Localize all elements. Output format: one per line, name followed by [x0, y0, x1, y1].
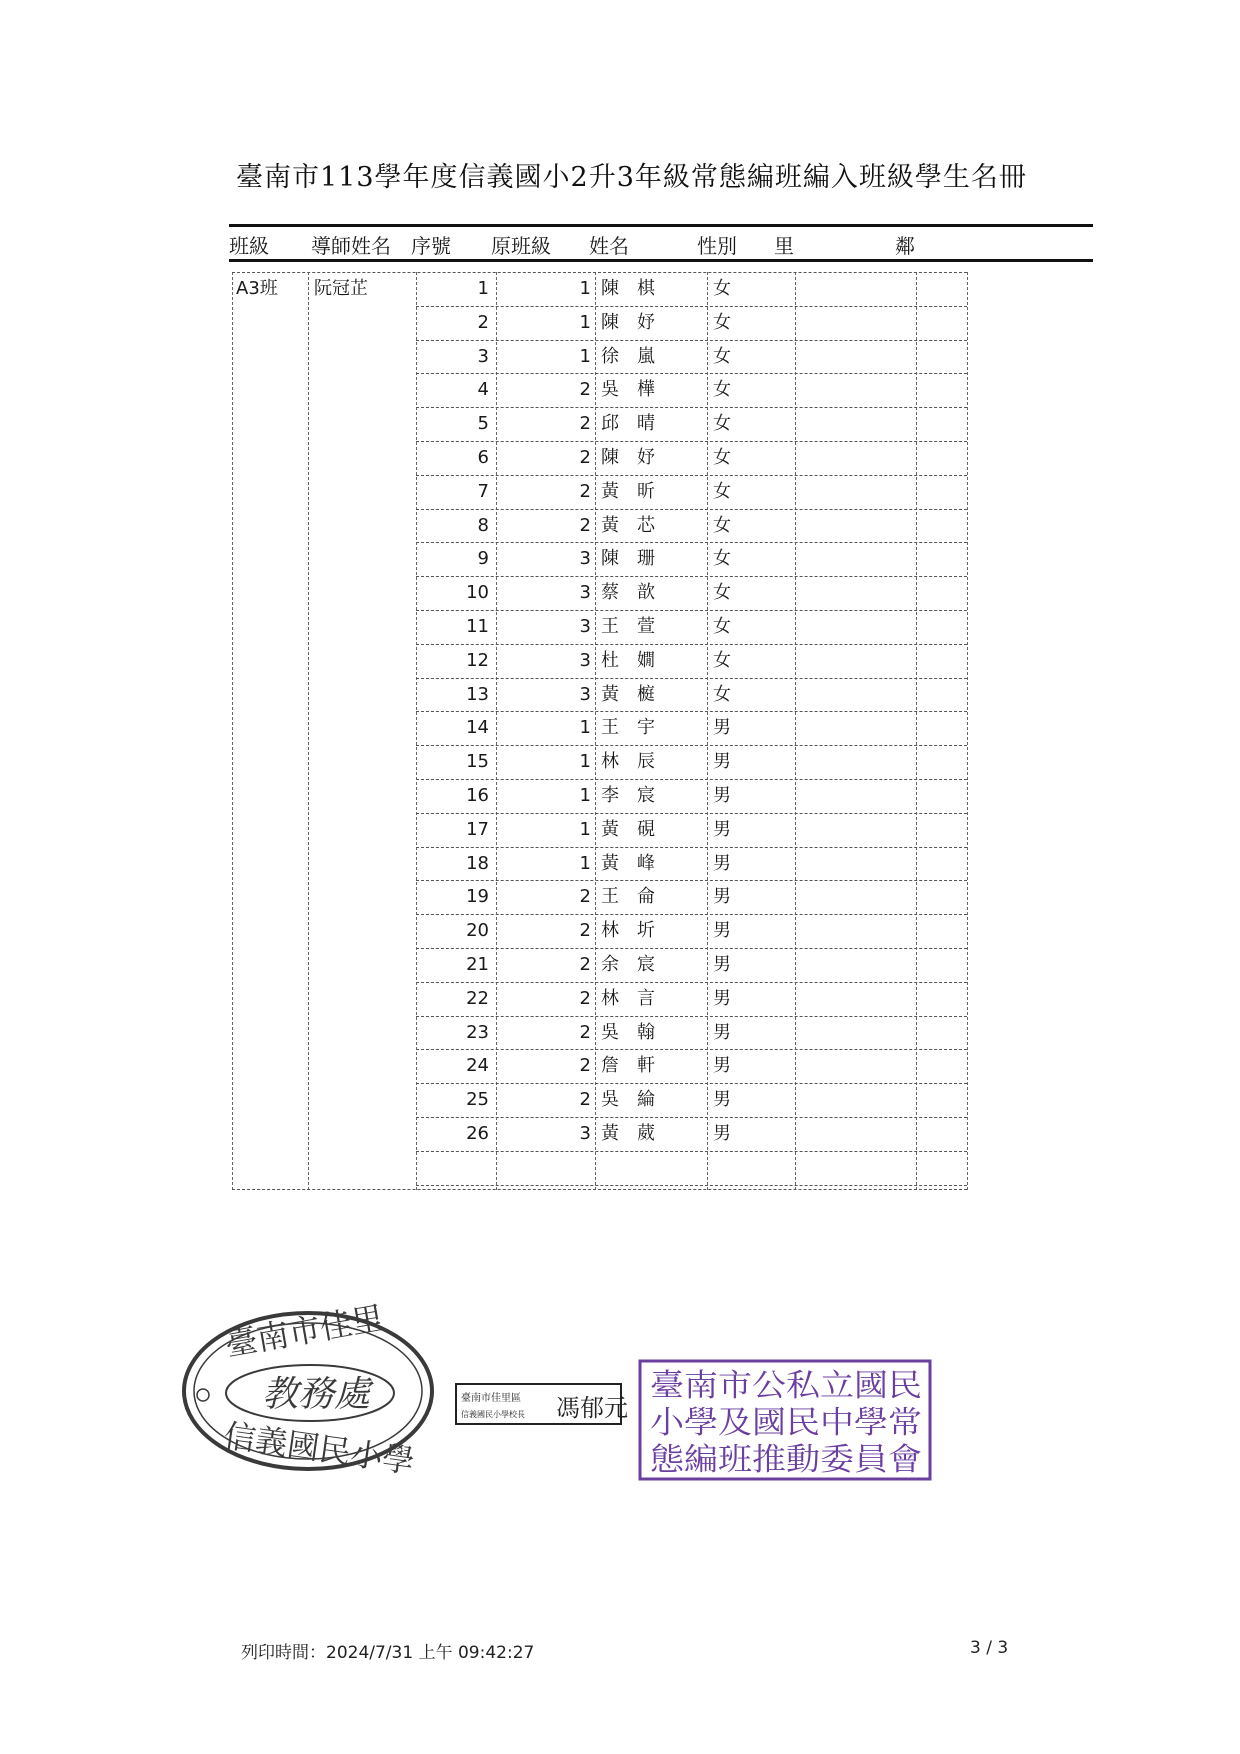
row-orig-class: 2	[579, 1055, 591, 1077]
row-name-surname: 黃	[601, 480, 619, 502]
row-name-given: 珊	[637, 548, 655, 570]
row-seq: 17	[466, 818, 489, 840]
row-name-given: 軒	[637, 1055, 655, 1077]
row-orig-class: 1	[579, 717, 591, 739]
row-name-surname: 陳	[601, 278, 619, 299]
row-gender: 女	[713, 345, 731, 367]
row-name-surname: 黃	[601, 514, 619, 536]
row-gender: 男	[713, 954, 731, 975]
row-name-given: 言	[637, 987, 655, 1009]
row-name-given: 樺	[637, 379, 655, 401]
row-name-surname: 吳	[601, 1089, 619, 1111]
row-seq: 2	[477, 311, 489, 333]
committee-stamp-line2: 小學及國民中學常	[650, 1405, 922, 1441]
row-gender: 男	[713, 785, 731, 806]
row-name-surname: 徐	[601, 345, 619, 367]
header-seq: 序號	[411, 234, 451, 258]
row-name-surname: 林	[601, 987, 619, 1009]
row-orig-class: 2	[579, 1089, 591, 1111]
row-orig-class: 3	[579, 616, 591, 637]
seal-text-middle: 教務處	[262, 1374, 371, 1415]
row-name-surname: 王	[601, 717, 619, 739]
student-table	[232, 272, 967, 1190]
header-lin: 鄰	[895, 234, 915, 258]
class-name: A3班	[236, 278, 278, 299]
teacher-name: 阮冠芷	[314, 278, 368, 299]
row-name-given: 峰	[637, 852, 655, 874]
row-seq: 5	[477, 413, 489, 435]
row-name-given: 妤	[637, 311, 655, 333]
row-seq: 25	[466, 1089, 489, 1111]
row-name-surname: 吳	[601, 379, 619, 401]
row-orig-class: 1	[579, 852, 591, 874]
row-orig-class: 3	[579, 582, 591, 604]
table-header	[229, 230, 1093, 260]
row-name-surname: 黃	[601, 852, 619, 874]
row-gender: 男	[713, 818, 731, 840]
row-name-given: 綸	[637, 1089, 655, 1111]
header-bottom-rule	[229, 259, 1093, 262]
principal-stamp-line2: 信義國民小學校長	[461, 1410, 525, 1419]
row-seq: 9	[477, 548, 489, 570]
row-name-surname: 王	[601, 616, 619, 637]
row-seq: 3	[477, 345, 489, 367]
row-name-given: 辰	[637, 751, 655, 773]
row-name-surname: 王	[601, 886, 619, 908]
row-name-surname: 黃	[601, 818, 619, 840]
row-name-given: 歆	[637, 582, 655, 604]
row-seq: 10	[466, 582, 489, 604]
row-orig-class: 3	[579, 683, 591, 705]
principal-stamp-line1: 臺南市佳里區	[461, 1393, 521, 1404]
header-gender: 性別	[697, 234, 737, 258]
row-name-surname: 陳	[601, 548, 619, 570]
row-name-given: 翰	[637, 1021, 655, 1043]
page-title: 臺南市113學年度信義國小2升3年級常態編班編入班級學生名冊	[236, 162, 1027, 193]
row-orig-class: 1	[579, 751, 591, 773]
header-orig-class: 原班級	[491, 234, 551, 258]
row-gender: 女	[713, 413, 731, 435]
row-gender: 女	[713, 514, 731, 536]
committee-stamp-line3: 態編班推動委員會	[650, 1442, 922, 1478]
row-gender: 女	[713, 480, 731, 502]
row-name-given: 昕	[637, 480, 655, 502]
row-orig-class: 3	[579, 649, 591, 671]
row-name-given: 圻	[637, 920, 655, 942]
row-name-given: 宸	[637, 785, 655, 806]
row-name-given: 宇	[637, 717, 655, 739]
row-orig-class: 2	[579, 1021, 591, 1043]
official-stamps	[0, 1295, 1240, 1495]
row-orig-class: 1	[579, 818, 591, 840]
header-class: 班級	[229, 234, 269, 258]
row-name-given: 嫺	[637, 649, 655, 671]
row-gender: 男	[713, 1021, 731, 1043]
row-seq: 4	[477, 379, 489, 401]
row-orig-class: 2	[579, 886, 591, 908]
row-gender: 女	[713, 548, 731, 570]
row-gender: 男	[713, 1089, 731, 1111]
row-seq: 16	[466, 785, 489, 806]
page-number: 3 / 3	[970, 1638, 1009, 1658]
row-name-given: 宸	[637, 954, 655, 975]
row-seq: 20	[466, 920, 489, 942]
row-orig-class: 3	[579, 1123, 591, 1144]
row-orig-class: 2	[579, 447, 591, 468]
row-name-given: 萱	[637, 616, 655, 637]
row-name-surname: 余	[601, 954, 619, 975]
committee-stamp-line1: 臺南市公私立國民	[650, 1368, 922, 1404]
row-gender: 女	[713, 616, 731, 637]
row-gender: 男	[713, 1055, 731, 1077]
row-name-surname: 杜	[601, 649, 619, 671]
row-seq: 12	[466, 649, 489, 671]
row-orig-class: 2	[579, 987, 591, 1009]
row-name-surname: 黃	[601, 683, 619, 705]
header-teacher: 導師姓名	[311, 234, 391, 258]
row-orig-class: 1	[579, 278, 591, 299]
row-orig-class: 2	[579, 413, 591, 435]
row-name-given: 榳	[637, 683, 655, 705]
row-seq: 6	[477, 447, 489, 468]
row-gender: 女	[713, 582, 731, 604]
row-seq: 26	[466, 1123, 489, 1144]
row-gender: 男	[713, 717, 731, 739]
row-name-given: 棋	[637, 278, 655, 299]
row-orig-class: 2	[579, 920, 591, 942]
row-orig-class: 1	[579, 311, 591, 333]
row-seq: 18	[466, 852, 489, 874]
row-name-given: 妤	[637, 447, 655, 468]
row-name-given: 芯	[637, 514, 655, 536]
row-gender: 男	[713, 987, 731, 1009]
row-orig-class: 3	[579, 548, 591, 570]
seal-text-top: 臺南市佳里	[222, 1298, 387, 1364]
row-seq: 13	[466, 683, 489, 705]
row-gender: 男	[713, 751, 731, 773]
header-top-rule	[229, 224, 1093, 227]
row-name-surname: 詹	[601, 1055, 619, 1077]
row-orig-class: 2	[579, 379, 591, 401]
row-name-surname: 陳	[601, 311, 619, 333]
row-gender: 女	[713, 278, 731, 299]
row-name-given: 嵐	[637, 345, 655, 367]
row-seq: 14	[466, 717, 489, 739]
row-gender: 女	[713, 447, 731, 468]
row-seq: 21	[466, 954, 489, 975]
row-name-given: 葳	[637, 1123, 655, 1144]
row-seq: 7	[477, 480, 489, 502]
row-name-surname: 林	[601, 751, 619, 773]
row-name-surname: 邱	[601, 413, 619, 435]
row-gender: 男	[713, 886, 731, 908]
row-orig-class: 1	[579, 785, 591, 806]
row-orig-class: 2	[579, 480, 591, 502]
row-seq: 22	[466, 987, 489, 1009]
seal-text-bottom: 信義國民小學	[221, 1416, 417, 1481]
row-gender: 女	[713, 311, 731, 333]
row-name-surname: 陳	[601, 447, 619, 468]
row-seq: 8	[477, 514, 489, 536]
row-name-surname: 黃	[601, 1123, 619, 1144]
row-gender: 男	[713, 920, 731, 942]
row-orig-class: 1	[579, 345, 591, 367]
row-gender: 男	[713, 1123, 731, 1144]
row-gender: 女	[713, 649, 731, 671]
row-gender: 男	[713, 852, 731, 874]
row-seq: 15	[466, 751, 489, 773]
row-name-given: 侖	[637, 886, 655, 908]
header-li: 里	[774, 234, 794, 258]
row-seq: 23	[466, 1021, 489, 1043]
row-name-surname: 李	[601, 785, 619, 806]
principal-name: 馮郁元	[556, 1394, 628, 1422]
row-name-given: 晴	[637, 413, 655, 435]
row-seq: 24	[466, 1055, 489, 1077]
row-seq: 19	[466, 886, 489, 908]
row-gender: 女	[713, 683, 731, 705]
print-time: 列印時間：2024/7/31 上午 09:42:27	[241, 1643, 535, 1663]
header-name: 姓名	[589, 234, 629, 258]
committee-stamp	[640, 1361, 930, 1479]
row-gender: 女	[713, 379, 731, 401]
row-orig-class: 2	[579, 954, 591, 975]
row-name-surname: 吳	[601, 1021, 619, 1043]
row-name-surname: 蔡	[601, 582, 619, 604]
row-name-surname: 林	[601, 920, 619, 942]
row-seq: 1	[477, 278, 489, 299]
row-orig-class: 2	[579, 514, 591, 536]
row-name-given: 硯	[637, 818, 655, 840]
row-seq: 11	[466, 616, 489, 637]
school-seal-oval	[184, 1299, 432, 1481]
principal-stamp	[456, 1384, 628, 1424]
